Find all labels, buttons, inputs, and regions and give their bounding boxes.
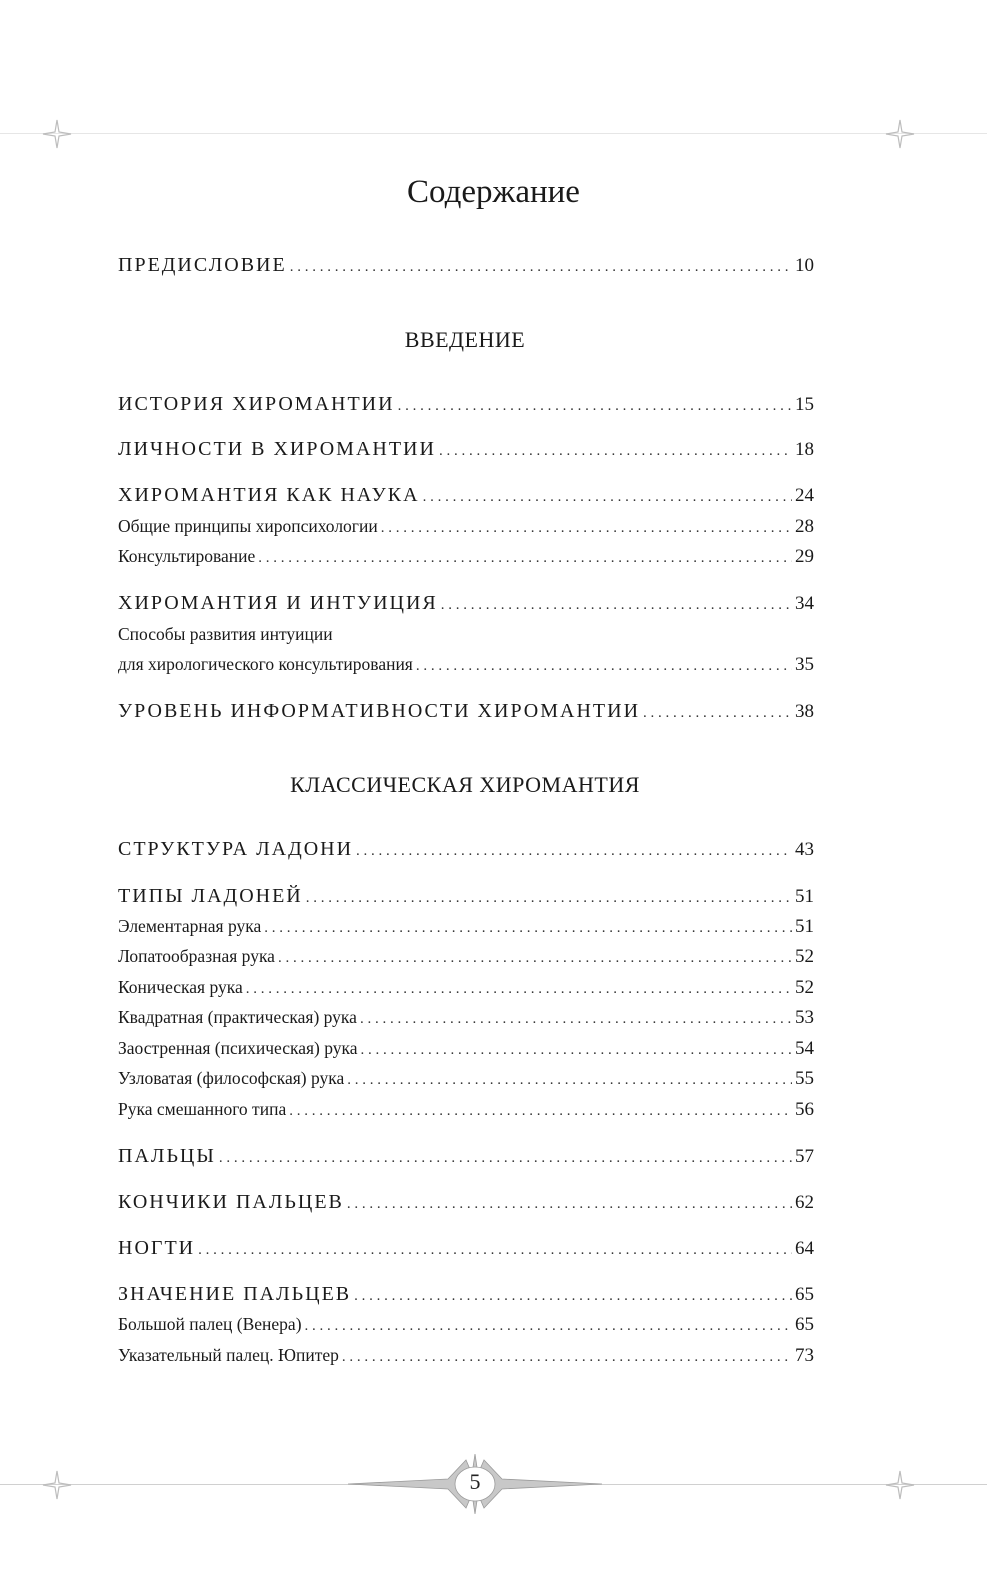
leader-dots	[416, 653, 792, 679]
leader-dots	[219, 1144, 792, 1172]
toc-entry-page: 24	[795, 485, 814, 506]
page-title: Содержание	[407, 174, 580, 210]
leader-dots	[246, 976, 792, 1002]
leader-dots	[643, 699, 792, 727]
toc-entry-intuition-methods[interactable]	[118, 651, 814, 679]
toc-entry-knotty[interactable]	[118, 1065, 814, 1093]
leader-dots	[306, 884, 792, 912]
toc-entry-page: 52	[795, 977, 814, 998]
toc-entry-page: 55	[795, 1068, 814, 1089]
toc-entry-label: для хирологического консультирования	[118, 654, 413, 674]
toc-entry-page: 65	[795, 1314, 814, 1335]
leader-dots	[356, 837, 792, 865]
toc-entry-page: 29	[795, 546, 814, 567]
toc-entry-label: СТРУКТУРА ЛАДОНИ	[118, 838, 354, 860]
leader-dots	[361, 1037, 792, 1063]
leader-dots	[347, 1067, 792, 1093]
toc-entry-science[interactable]	[118, 481, 814, 511]
toc-entry-palm-types[interactable]	[118, 882, 814, 912]
toc-entry-thumb[interactable]	[118, 1311, 814, 1339]
toc-entry-label: ЛИЧНОСТИ В ХИРОМАНТИИ	[118, 438, 436, 460]
toc-entry-conic[interactable]	[118, 974, 814, 1002]
toc-entry-personalities[interactable]	[118, 435, 814, 465]
toc-entry-label: Большой палец (Венера)	[118, 1314, 302, 1334]
toc-entry-page: 10	[795, 255, 814, 276]
toc-entry-page: 34	[795, 593, 814, 614]
leader-dots	[354, 1282, 792, 1310]
toc-entry-label: ЗНАЧЕНИЕ ПАЛЬЦЕВ	[118, 1283, 352, 1305]
leader-dots	[439, 437, 792, 465]
toc-entry-page: 43	[795, 839, 814, 860]
toc-entry-label: ПРЕДИСЛОВИЕ	[118, 254, 287, 276]
toc-entry-label: Лопатообразная рука	[118, 946, 275, 966]
toc-entry-label: ТИПЫ ЛАДОНЕЙ	[118, 885, 303, 907]
toc-entry-label: Элементарная рука	[118, 916, 262, 936]
toc-entry-square[interactable]	[118, 1004, 814, 1032]
toc-entry-label: НОГТИ	[118, 1237, 196, 1259]
toc-entry-label: КОНЧИКИ ПАЛЬЦЕВ	[118, 1191, 344, 1213]
leader-dots	[278, 945, 792, 971]
toc-entry-label: ПАЛЬЦЫ	[118, 1145, 216, 1167]
toc-entry-principles[interactable]	[118, 513, 814, 541]
toc-entry-label: Узловатая (философская) рука	[118, 1068, 345, 1088]
toc-entry-label: УРОВЕНЬ ИНФОРМАТИВНОСТИ ХИРОМАНТИИ	[118, 700, 641, 722]
toc-entry-label: Квадратная (практическая) рука	[118, 1007, 357, 1027]
toc-entry-label: ХИРОМАНТИЯ КАК НАУКА	[118, 484, 420, 506]
toc-entry-page: 38	[795, 701, 814, 722]
toc-entry-informativeness[interactable]	[118, 697, 814, 727]
four-point-star-icon	[42, 1470, 72, 1500]
toc-entry-history[interactable]	[118, 390, 814, 420]
toc-entry-finger-meaning[interactable]	[118, 1280, 814, 1310]
toc-entry-page: 57	[795, 1146, 814, 1167]
leader-dots	[264, 915, 792, 941]
four-point-star-icon	[885, 119, 915, 149]
toc-entry-label: Указательный палец. Юпитер	[118, 1345, 339, 1365]
toc-entry-page: 53	[795, 1007, 814, 1028]
toc-entry-fingertips[interactable]	[118, 1188, 814, 1218]
toc-entry-page: 62	[795, 1192, 814, 1213]
leader-dots	[290, 253, 792, 281]
toc-entry-mixed[interactable]	[118, 1096, 814, 1124]
toc-entry-page: 65	[795, 1284, 814, 1305]
leader-dots	[381, 515, 792, 541]
toc-entry-page: 64	[795, 1238, 814, 1259]
toc-entry-page: 15	[795, 394, 814, 415]
leader-dots	[342, 1344, 792, 1370]
leader-dots	[289, 1098, 792, 1124]
leader-dots	[441, 591, 792, 619]
toc-entry-label: Заостренная (психическая) рука	[118, 1038, 358, 1058]
toc-entry-elementary[interactable]	[118, 913, 814, 941]
four-point-star-icon	[885, 1470, 915, 1500]
leader-dots	[305, 1313, 792, 1339]
toc-entry-page: 73	[795, 1345, 814, 1366]
toc-entry-page: 51	[795, 916, 814, 937]
toc-entry-nails[interactable]	[118, 1234, 814, 1264]
toc-entry-label: Общие принципы хиропсихологии	[118, 516, 378, 536]
toc-entry-label-line[interactable]: Способы развития интуиции	[118, 624, 333, 644]
toc-entry-spatulate[interactable]	[118, 943, 814, 971]
toc-entry-page: 51	[795, 886, 814, 907]
toc-entry-page: 52	[795, 946, 814, 967]
toc-entry-page: 18	[795, 439, 814, 460]
toc-entry-label: Коническая рука	[118, 977, 243, 997]
toc-entry-intuition[interactable]	[118, 589, 814, 619]
four-point-star-icon	[42, 119, 72, 149]
leader-dots	[423, 483, 792, 511]
leader-dots	[198, 1236, 792, 1264]
toc-entry-index-finger[interactable]	[118, 1342, 814, 1370]
leader-dots	[360, 1006, 792, 1032]
toc-entry-page: 56	[795, 1099, 814, 1120]
leader-dots	[398, 392, 792, 420]
page-number: 5	[469, 1469, 481, 1494]
toc-entry-preface[interactable]	[118, 251, 814, 281]
toc-entry-label: Консультирование	[118, 546, 256, 566]
leader-dots	[258, 545, 792, 571]
toc-entry-fingers[interactable]	[118, 1142, 814, 1172]
toc-entry-page: 28	[795, 516, 814, 537]
toc-entry-palm-structure[interactable]	[118, 835, 814, 865]
toc-entry-label: ИСТОРИЯ ХИРОМАНТИИ	[118, 393, 395, 415]
section-heading-introduction: ВВЕДЕНИЕ	[404, 327, 526, 352]
toc-entry-label: Рука смешанного типа	[118, 1099, 287, 1119]
leader-dots	[347, 1190, 792, 1218]
toc-entry-label: ХИРОМАНТИЯ И ИНТУИЦИЯ	[118, 592, 438, 614]
toc-entry-page: 35	[795, 654, 814, 675]
toc-entry-pointed[interactable]	[118, 1035, 814, 1063]
toc-entry-consulting[interactable]	[118, 543, 814, 571]
section-heading-classic: КЛАССИЧЕСКАЯ ХИРОМАНТИЯ	[290, 772, 640, 797]
top-rule	[0, 133, 987, 134]
toc-entry-page: 54	[795, 1038, 814, 1059]
